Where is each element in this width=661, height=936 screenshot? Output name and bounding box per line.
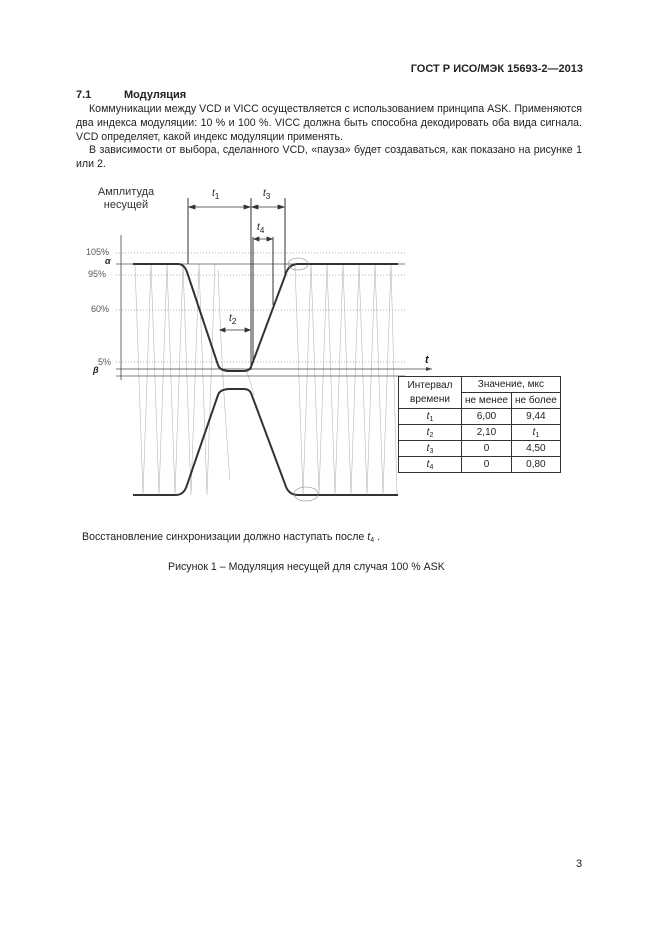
table-cell-max: 9,44 bbox=[511, 409, 560, 425]
page-number: 3 bbox=[576, 858, 583, 870]
timing-table bbox=[398, 376, 561, 473]
table-cell-min: 0 bbox=[462, 457, 512, 473]
label-t1: $t_1$ bbox=[212, 188, 220, 201]
table-cell-min: 6,00 bbox=[462, 409, 512, 425]
table-cell-min: 2,10 bbox=[462, 425, 512, 441]
table-header-max: не более bbox=[511, 393, 560, 409]
document-header: ГОСТ Р ИСО/МЭК 15693-2—2013 bbox=[410, 63, 583, 75]
figure-caption: Рисунок 1 – Модуляция несущей для случая 100 % ASK bbox=[168, 561, 445, 573]
table-header-interval: Интервал времени bbox=[399, 377, 462, 409]
tick-5: 5% bbox=[98, 357, 112, 367]
time-axis-arrow bbox=[426, 367, 432, 371]
modulation-figure bbox=[60, 180, 600, 510]
tick-60: 60% bbox=[91, 304, 110, 314]
table-cell-interval: $t_3$ bbox=[399, 441, 462, 457]
section-heading bbox=[76, 89, 186, 101]
y-axis-label bbox=[92, 186, 160, 212]
table-cell-interval: $t_4$ bbox=[399, 457, 462, 473]
tick-105: 105% bbox=[86, 247, 110, 257]
table-cell-interval: $t_2$ bbox=[399, 425, 462, 441]
tick-95: 95% bbox=[88, 269, 107, 279]
table-cell-max: 0,80 bbox=[511, 457, 560, 473]
time-axis-label: t bbox=[425, 354, 429, 366]
table-row bbox=[399, 457, 561, 473]
y-axis-label-line2: несущей bbox=[103, 199, 149, 211]
carrier-oscillation bbox=[135, 264, 397, 495]
paragraph-2 bbox=[76, 143, 582, 171]
overshoot-marks bbox=[288, 258, 318, 501]
alpha-beta-lines bbox=[116, 264, 405, 376]
label-t2: $t_2$ bbox=[229, 313, 237, 326]
table-cell-min: 0 bbox=[462, 441, 512, 457]
tick-alpha: α bbox=[105, 256, 111, 266]
y-axis-label-line1: Амплитуда bbox=[97, 186, 155, 198]
label-t4: $t_4$ bbox=[257, 222, 265, 235]
table-row bbox=[399, 409, 561, 425]
sync-note: Восстановление синхронизации должно наступать после t4 . bbox=[82, 531, 381, 544]
paragraph-1-text: Коммуникации между VCD и VICC осуществляется с использованием принципа ASK. Применяются два индекса модуляции: 10 % и 100 %. VICC должна быть способна декодировать оба вида сигнала. VCD определяет, какой индекс модуляции применять. bbox=[76, 103, 582, 143]
table-cell-max: 4,50 bbox=[511, 441, 560, 457]
table-row bbox=[399, 441, 561, 457]
paragraph-2-text: В зависимости от выбора, сделанного VCD, «пауза» будет создаваться, как показано на рисунке 1 или 2. bbox=[76, 144, 582, 170]
dimension-arrows bbox=[189, 205, 284, 332]
table-row bbox=[399, 425, 561, 441]
interval-markers bbox=[188, 198, 285, 370]
label-t3: $t_3$ bbox=[263, 188, 271, 201]
section-number: 7.1 bbox=[76, 89, 92, 101]
paragraph-1 bbox=[76, 102, 582, 144]
tick-beta: β bbox=[93, 365, 99, 375]
section-title: Модуляция bbox=[124, 89, 187, 101]
table-cell-interval: $t_1$ bbox=[399, 409, 462, 425]
lower-envelope bbox=[133, 389, 398, 495]
table-header-min: не менее bbox=[462, 393, 512, 409]
table-cell-max: $t_1$ bbox=[511, 425, 560, 441]
table-header-value: Значение, мкс bbox=[462, 377, 561, 393]
